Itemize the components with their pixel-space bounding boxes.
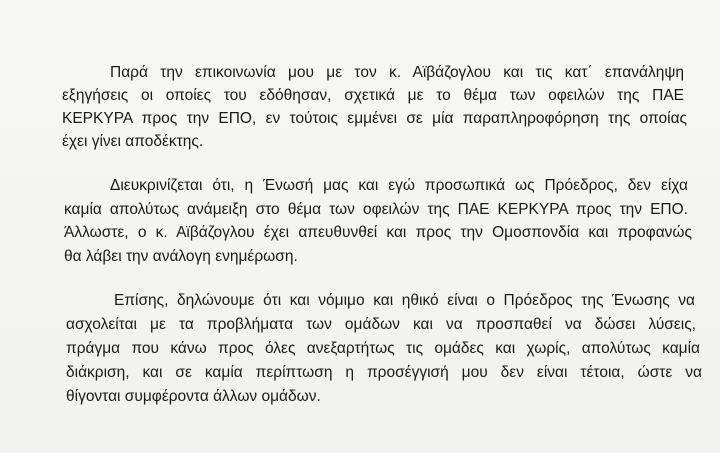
paragraph-line: ΚΕΡΚΥΡΑ προς την ΕΠΟ, εν τούτοις εμμένει σε μία παραπληροφόρηση της οποίας bbox=[62, 110, 687, 127]
paragraph-line: Επίσης, δηλώνουμε ότι και νόμιμο και ηθικό είναι ο Πρόεδρος της Ένωσης να bbox=[114, 292, 695, 309]
paragraph-line: θίγονται συμφέροντα άλλων ομάδων. bbox=[66, 388, 321, 405]
paragraph-line: θα λάβει την ανάλογη ενημέρωση. bbox=[64, 248, 298, 265]
paragraph-line: διάκριση, και σε καμία περίπτωση η προσέγγισή μου δεν είναι τέτοια, ώστε να bbox=[66, 364, 702, 381]
paragraph-line: Παρά την επικοινωνία μου με τον κ. Αϊβάζογλου και τις κατ΄ επανάληψη bbox=[110, 64, 684, 81]
paragraph-line: ασχολείται με τα προβλήματα των ομάδων και να προσπαθεί να δώσει λύσεις, bbox=[66, 316, 696, 333]
paragraph-line: καμία απολύτως ανάμειξη στο θέμα των οφειλών της ΠΑΕ ΚΕΡΚΥΡΑ προς την ΕΠΟ. bbox=[64, 201, 688, 218]
paragraph-line: έχει γίνει αποδέκτης. bbox=[62, 133, 204, 150]
paragraph-line: εξηγήσεις οι οποίες του εδόθησαν, σχετικά με το θέμα των οφειλών της ΠΑΕ bbox=[62, 87, 684, 104]
paragraph-line: πράγμα που κάνω προς όλες ανεξαρτήτως τις ομάδες και χωρίς, απολύτως καμία bbox=[66, 340, 700, 357]
paragraph-line: Διευκρινίζεται ότι, η Ένωσή μας και εγώ προσωπικά ως Πρόεδρος, δεν είχα bbox=[110, 177, 688, 194]
paragraph-line: Άλλωστε, ο κ. Αϊβάζογλου έχει απευθυνθεί και προς την Ομοσπονδία και προφανώς bbox=[64, 224, 692, 241]
